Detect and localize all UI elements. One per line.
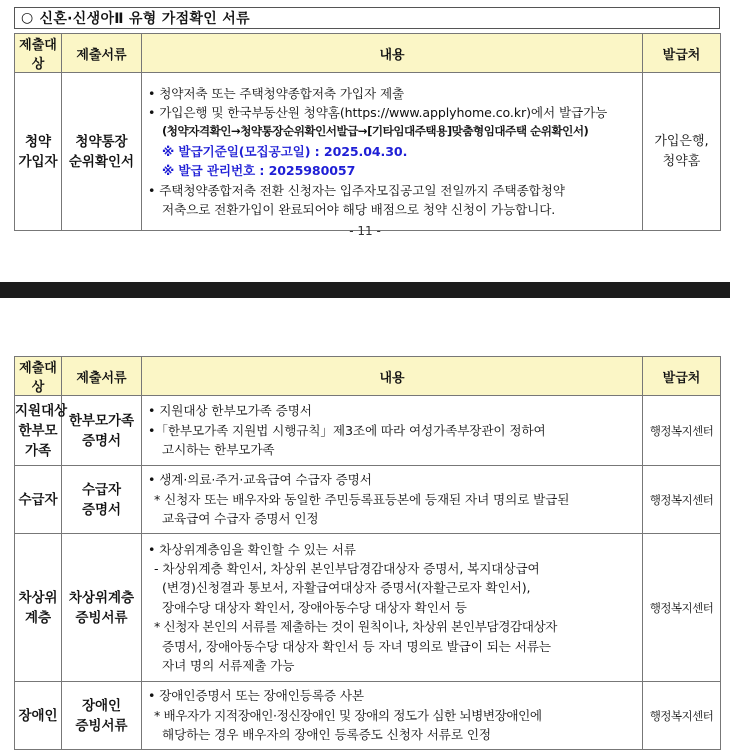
header-issuer: 발급처 (643, 357, 721, 396)
content-line: 고시하는 한부모가족 (162, 442, 275, 458)
issuer-cell: 행정복지센터 (643, 534, 721, 682)
table-row (15, 396, 721, 466)
content-line: • 청약저축 또는 주택청약종합저축 가입자 제출 (148, 85, 405, 101)
document-cell (62, 396, 142, 466)
content-line: • 차상위계층임을 확인할 수 있는 서류 (148, 541, 356, 557)
page-number: - 11 - (349, 224, 381, 238)
target-cell (15, 396, 68, 466)
content-line: - 차상위계층 확인서, 차상위 본인부담경감대상자 증명서, 복지대상급여 (154, 560, 540, 576)
target-text: 청약 (24, 133, 52, 150)
document-cell (62, 682, 142, 750)
document-text: 한부모가족 (68, 412, 135, 429)
content-line: 증명서, 장애아동수당 대상자 확인서 등 자녀 명의로 발급이 되는 서류는 (162, 638, 551, 654)
content-line: (변경)신청결과 통보서, 자활급여대상자 증명서(자활근로자 확인서), (162, 580, 531, 596)
header-content: 내용 (142, 34, 643, 73)
content-line: (청약자격확인→청약통장순위확인서발급→[기타임대주택용]맞춤형임대주택 순위확인서) (162, 124, 589, 139)
issuer-cell (643, 73, 721, 231)
content-line: • 지원대상 한부모가족 증명서 (148, 403, 312, 419)
document-cell (62, 534, 142, 682)
content-line: • 주택청약종합저축 전환 신청자는 입주자모집공고일 전일까지 주택종합청약 (148, 182, 565, 198)
document-table-2 (14, 356, 721, 750)
content-line: * 신청자 또는 배우자와 동일한 주민등록표등본에 등재된 자녀 명의로 발급된 (154, 491, 570, 507)
content-line: 해당하는 경우 배우자의 장애인 등록증도 신청자 서류로 인정 (162, 727, 491, 743)
document-text: 증빙서류 (75, 609, 128, 626)
target-cell (15, 73, 62, 231)
target-text: 장애인 (18, 707, 58, 724)
header-document: 제출서류 (62, 357, 142, 396)
document-cell (62, 73, 142, 231)
content-cell (142, 73, 643, 231)
page-12 (0, 298, 730, 743)
document-text: 차상위계층 (68, 589, 135, 606)
content-line: * 배우자가 지적장애인·정신장애인 및 장애의 정도가 심한 뇌병변장애인에 (154, 707, 542, 723)
content-line: * 신청자 본인의 서류를 제출하는 것이 원칙이나, 차상위 본인부담경감대상자 (154, 619, 558, 635)
target-cell (15, 534, 62, 682)
document-text: 증명서 (81, 432, 122, 449)
target-text: 지원대상 (15, 402, 68, 419)
header-target: 제출대상 (15, 34, 62, 73)
issuer-cell: 행정복지센터 (643, 682, 721, 750)
document-text: 수급자 (81, 481, 122, 498)
content-cell (142, 682, 643, 750)
management-number-note: ※ 발급 관리번호 : 2025980057 (162, 163, 356, 179)
content-line: • 가입은행 및 한국부동산원 청약홈(https://www.applyhome.co.kr)에서 발급가능 (148, 104, 608, 120)
target-text: 가입자 (18, 153, 58, 170)
content-line: 자녀 명의 서류제출 가능 (162, 658, 295, 674)
content-cell (142, 466, 643, 534)
table-header-row (15, 34, 721, 73)
content-line: • 장애인증명서 또는 장애인등록증 사본 (148, 688, 364, 704)
table-row (15, 466, 721, 534)
header-document: 제출서류 (62, 34, 142, 73)
page-11 (0, 0, 730, 282)
section-title: 신혼·신생아Ⅱ 유형 가점확인 서류 (39, 11, 250, 27)
header-issuer: 발급처 (643, 34, 721, 73)
target-text: 가족 (24, 442, 52, 459)
document-cell (62, 466, 142, 534)
table-row (15, 682, 721, 750)
document-text: 장애인 (81, 697, 122, 714)
document-text: 순위확인서 (68, 153, 135, 170)
content-line: 장애수당 대상자 확인서, 장애아동수당 대상자 확인서 등 (162, 599, 467, 615)
target-cell (15, 466, 62, 534)
circle-bullet-icon: ○ (21, 10, 34, 26)
content-line: •「한부모가족 지원법 시행규칙」제3조에 따라 여성가족부장관이 정하여 (148, 422, 546, 438)
issuer-text: 청약홈 (662, 153, 701, 169)
content-line: 저축으로 전환가입이 완료되어야 해당 배점으로 청약 신청이 가능합니다. (162, 202, 556, 218)
content-cell (142, 396, 643, 466)
document-text: 증명서 (81, 501, 122, 518)
target-text: 계층 (24, 609, 52, 626)
table-row (15, 534, 721, 682)
target-text: 수급자 (18, 491, 58, 508)
page-separator (0, 282, 730, 298)
section-title-box (14, 7, 720, 29)
content-cell (142, 534, 643, 682)
header-target: 제출대상 (15, 357, 62, 396)
target-cell (15, 682, 62, 750)
table-header-row (15, 357, 721, 396)
document-text: 증빙서류 (75, 717, 128, 734)
target-text: 한부모 (18, 422, 58, 439)
issuer-cell: 행정복지센터 (643, 396, 721, 466)
header-content: 내용 (142, 357, 643, 396)
table-row (15, 73, 721, 231)
issue-date-note: ※ 발급기준일(모집공고일) : 2025.04.30. (162, 143, 408, 159)
issuer-cell: 행정복지센터 (643, 466, 721, 534)
document-text: 청약통장 (75, 133, 128, 150)
target-text: 차상위 (18, 589, 58, 606)
document-table-1 (14, 33, 721, 231)
content-line: • 생계·의료·주거·교육급여 수급자 증명서 (148, 472, 372, 488)
content-line: 교육급여 수급자 증명서 인정 (162, 511, 319, 527)
issuer-text: 가입은행, (654, 133, 709, 149)
